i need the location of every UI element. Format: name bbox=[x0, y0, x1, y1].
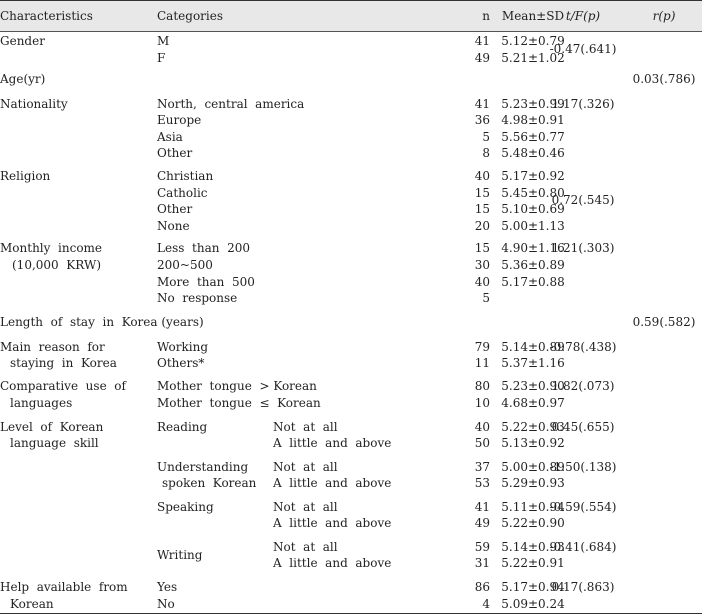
n-cell: 40 bbox=[474, 275, 490, 289]
header-mean-sd: Mean±SD bbox=[501, 9, 565, 23]
n-cell: 79 bbox=[474, 340, 490, 354]
level-cell: A little and above bbox=[273, 556, 392, 570]
subcategory-reading: Reading bbox=[157, 420, 208, 434]
header-t-f-p: t/F(p) bbox=[565, 9, 601, 23]
stat-cell: -1.50(.138) bbox=[549, 460, 617, 474]
category-cell: Working bbox=[157, 340, 208, 354]
subcategory-understanding: Understanding bbox=[157, 460, 249, 474]
stat-cell: 0.45(.655) bbox=[551, 420, 615, 434]
category-cell: Europe bbox=[157, 113, 202, 127]
n-cell: 4 bbox=[482, 597, 490, 611]
stat-cell: -0.41(.684) bbox=[549, 540, 617, 554]
category-cell: More than 500 bbox=[157, 275, 255, 289]
stat-cell: 1.82(.073) bbox=[551, 379, 615, 393]
mean-sd-cell: 5.17±0.94 bbox=[501, 580, 565, 594]
n-cell: 10 bbox=[474, 396, 490, 410]
n-cell: 20 bbox=[474, 219, 490, 233]
n-cell: 41 bbox=[474, 97, 490, 111]
mean-sd-cell: 5.29±0.93 bbox=[501, 476, 565, 490]
category-cell: Other bbox=[157, 202, 193, 216]
category-cell: M bbox=[157, 34, 170, 48]
n-cell: 37 bbox=[474, 460, 490, 474]
n-cell: 36 bbox=[474, 113, 490, 127]
mean-sd-cell: 4.90±1.16 bbox=[501, 241, 565, 255]
row-label-skill-2: language skill bbox=[10, 436, 99, 450]
category-cell: North, central america bbox=[157, 97, 305, 111]
level-cell: Not at all bbox=[273, 500, 338, 514]
row-label-age: Age(yr) bbox=[0, 72, 46, 86]
n-cell: 40 bbox=[474, 169, 490, 183]
row-label-nationality: Nationality bbox=[0, 97, 68, 111]
row-label-gender: Gender bbox=[0, 34, 45, 48]
mean-sd-cell: 5.56±0.77 bbox=[501, 130, 565, 144]
mean-sd-cell: 5.45±0.80 bbox=[501, 186, 565, 200]
category-cell: Asia bbox=[157, 130, 183, 144]
row-label-stay: Length of stay in Korea (years) bbox=[0, 315, 204, 329]
mean-sd-cell: 5.22±0.93 bbox=[501, 420, 565, 434]
n-cell: 59 bbox=[474, 540, 490, 554]
n-cell: 86 bbox=[474, 580, 490, 594]
n-cell: 50 bbox=[474, 436, 490, 450]
row-label-religion: Religion bbox=[0, 169, 51, 183]
row-label-languages: Comparative use of bbox=[0, 379, 126, 393]
n-cell: 49 bbox=[474, 51, 490, 65]
category-cell: None bbox=[157, 219, 190, 233]
header-n: n bbox=[482, 9, 490, 23]
mean-sd-cell: 5.21±1.02 bbox=[501, 51, 565, 65]
category-cell: No bbox=[157, 597, 175, 611]
mean-sd-cell: 5.00±1.13 bbox=[501, 219, 565, 233]
row-label-skill: Level of Korean bbox=[0, 420, 104, 434]
mean-sd-cell: 5.09±0.24 bbox=[501, 597, 565, 611]
mean-sd-cell: 5.00±0.89 bbox=[501, 460, 565, 474]
mean-sd-cell: 5.23±0.90 bbox=[501, 379, 565, 393]
r-cell: 0.03(.786) bbox=[632, 72, 696, 86]
mean-sd-cell: 4.68±0.97 bbox=[501, 396, 565, 410]
stat-cell: -0.59(.554) bbox=[549, 500, 617, 514]
n-cell: 41 bbox=[474, 500, 490, 514]
n-cell: 8 bbox=[482, 146, 490, 160]
stat-cell: -0.78(.438) bbox=[549, 340, 617, 354]
row-label-reason: Main reason for bbox=[0, 340, 105, 354]
mean-sd-cell: 5.48±0.46 bbox=[501, 146, 565, 160]
mean-sd-cell: 5.10±0.69 bbox=[501, 202, 565, 216]
stat-cell: 0.17(.863) bbox=[551, 580, 615, 594]
mean-sd-cell: 5.22±0.91 bbox=[501, 556, 565, 570]
n-cell: 49 bbox=[474, 516, 490, 530]
level-cell: Not at all bbox=[273, 540, 338, 554]
category-cell: Less than 200 bbox=[157, 241, 250, 255]
mean-sd-cell: 5.12±0.79 bbox=[501, 34, 565, 48]
category-cell: Others* bbox=[157, 356, 205, 370]
table-bottom-rule bbox=[0, 613, 702, 614]
mean-sd-cell: 5.36±0.89 bbox=[501, 258, 565, 272]
n-cell: 15 bbox=[474, 202, 490, 216]
subcategory-writing: Writing bbox=[157, 548, 203, 562]
category-cell: No response bbox=[157, 291, 238, 305]
stat-cell: 1.17(.326) bbox=[551, 97, 615, 111]
category-cell: Catholic bbox=[157, 186, 208, 200]
mean-sd-cell: 5.13±0.92 bbox=[501, 436, 565, 450]
row-label-income: Monthly income bbox=[0, 241, 103, 255]
mean-sd-cell: 5.17±0.88 bbox=[501, 275, 565, 289]
row-label-reason-2: staying in Korea bbox=[10, 356, 117, 370]
header-characteristics: Characteristics bbox=[0, 9, 93, 23]
r-cell: 0.59(.582) bbox=[632, 315, 696, 329]
n-cell: 41 bbox=[474, 34, 490, 48]
category-cell: Mother tongue > Korean bbox=[157, 379, 317, 393]
row-label-help-2: Korean bbox=[10, 597, 54, 611]
n-cell: 15 bbox=[474, 241, 490, 255]
n-cell: 15 bbox=[474, 186, 490, 200]
category-cell: Christian bbox=[157, 169, 214, 183]
category-cell: Mother tongue ≤ Korean bbox=[157, 396, 321, 410]
n-cell: 30 bbox=[474, 258, 490, 272]
n-cell: 31 bbox=[474, 556, 490, 570]
category-cell: Other bbox=[157, 146, 193, 160]
stat-cell: 1.21(.303) bbox=[551, 241, 615, 255]
n-cell: 5 bbox=[482, 291, 490, 305]
level-cell: Not at all bbox=[273, 420, 338, 434]
category-cell: 200~500 bbox=[157, 258, 213, 272]
n-cell: 80 bbox=[474, 379, 490, 393]
mean-sd-cell: 5.17±0.92 bbox=[501, 169, 565, 183]
header-r-p: r(p) bbox=[652, 9, 676, 23]
row-label-languages-2: languages bbox=[10, 396, 73, 410]
row-label-income-unit: (10,000 KRW) bbox=[12, 258, 102, 272]
mean-sd-cell: 5.14±0.89 bbox=[501, 340, 565, 354]
mean-sd-cell: 5.37±1.16 bbox=[501, 356, 565, 370]
n-cell: 40 bbox=[474, 420, 490, 434]
mean-sd-cell: 5.11±0.94 bbox=[501, 500, 565, 514]
stat-cell: -0.47(.641) bbox=[549, 42, 617, 56]
subcategory-understanding-2: spoken Korean bbox=[162, 476, 257, 490]
mean-sd-cell: 5.14±0.93 bbox=[501, 540, 565, 554]
mean-sd-cell: 5.22±0.90 bbox=[501, 516, 565, 530]
n-cell: 11 bbox=[474, 356, 490, 370]
level-cell: A little and above bbox=[273, 436, 392, 450]
n-cell: 53 bbox=[474, 476, 490, 490]
subcategory-speaking: Speaking bbox=[157, 500, 214, 514]
stat-cell: 0.72(.545) bbox=[551, 193, 615, 207]
mean-sd-cell: 5.23±0.99 bbox=[501, 97, 565, 111]
level-cell: Not at all bbox=[273, 460, 338, 474]
mean-sd-cell: 4.98±0.91 bbox=[501, 113, 565, 127]
category-cell: F bbox=[157, 51, 166, 65]
category-cell: Yes bbox=[157, 580, 178, 594]
level-cell: A little and above bbox=[273, 476, 392, 490]
level-cell: A little and above bbox=[273, 516, 392, 530]
n-cell: 5 bbox=[482, 130, 490, 144]
row-label-help: Help available from bbox=[0, 580, 128, 594]
header-categories: Categories bbox=[157, 9, 223, 23]
